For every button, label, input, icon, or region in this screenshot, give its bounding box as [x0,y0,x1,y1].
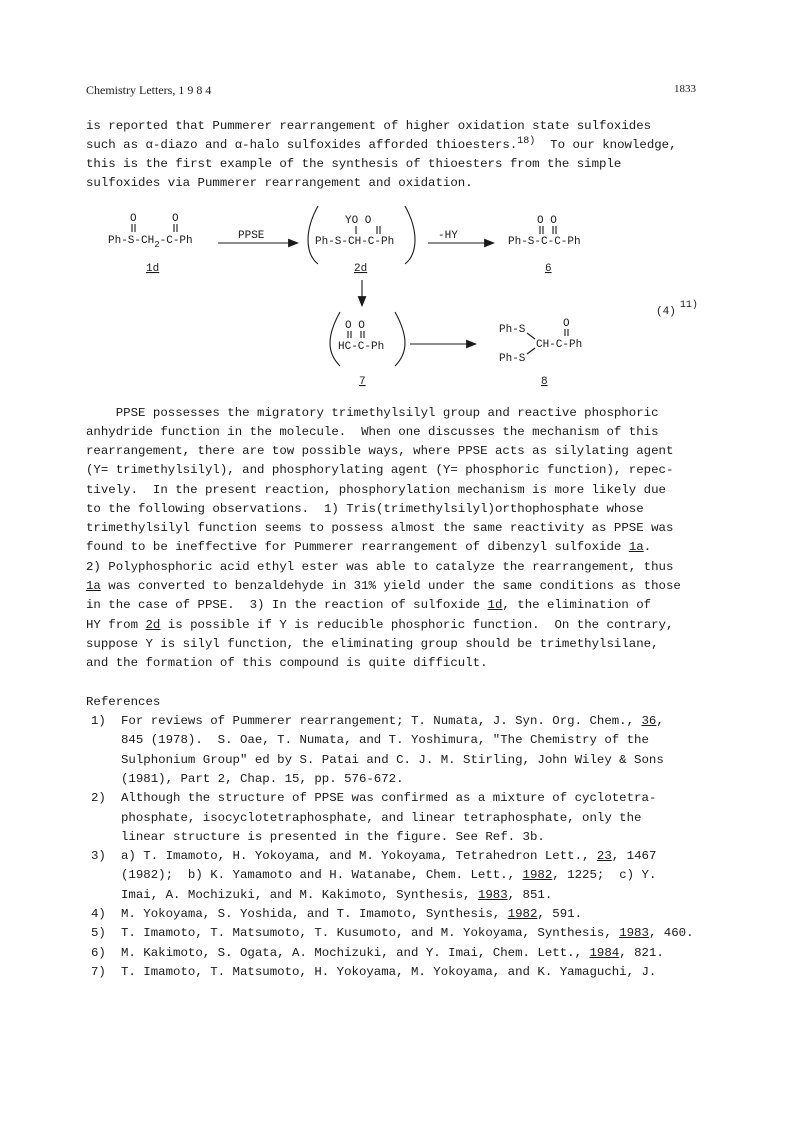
reference-line [121,791,656,805]
para1-line-4: sulfoxides via Pummerer rearrangement and oxidation. [86,176,473,190]
label-8: 8 [541,376,548,388]
reference-line [121,849,656,863]
compound-8 [499,318,582,388]
equation-number-text: (4) [656,306,676,318]
reference-text: Although the structure of PPSE was confirmed as a mixture of cyclotetra- [121,791,657,806]
reference-volume: 1983 [619,926,649,941]
reference-text: 845 (1978). S. Oae, T. Numata, and T. Yoshimura, "The Chemistry of the [121,733,649,748]
1d-formula [108,235,193,250]
reference-text: linear structure is presented in the figure. See Ref. 3b. [121,829,545,844]
1d-formula-a: Ph-S-CH [108,235,155,247]
reference-text: , 851. [507,887,553,902]
2d-top: YO O [345,215,372,227]
reference-text: , [656,714,664,728]
reference-line [121,733,649,747]
running-header-journal: Chemistry Letters, 1 9 8 4 [86,83,212,97]
para2-line-12-a: HY from [86,618,146,632]
reference-text: (1981), Part 2, Chap. 15, pp. 576-672. [121,771,404,786]
equation-number [656,299,698,318]
reference-line [121,714,664,728]
6-top: O O [537,215,557,227]
8-formula: CH-C-Ph [536,339,583,351]
compound-ref-1a-2: 1a [86,579,101,593]
para2-line-12 [86,618,673,632]
reference-number: 6) [91,945,106,960]
reference-text: , 591. [537,907,583,921]
bracket-7-left [330,312,340,366]
reference-text: , 1225; c) Y. [552,868,657,883]
para1-line-3: this is the first example of the synthesis of thioesters from the simple [86,157,622,171]
reference-line [121,926,694,940]
reference-text: (1982); b) K. Yamamoto and H. Watanabe, Chem. Lett., [121,868,523,883]
reference-line [121,868,656,882]
para2-line-11-b: , the elimination of [502,598,652,612]
reference-number: 4) [91,907,106,921]
reference-volume: 1984 [589,945,620,960]
reference-line [121,753,664,767]
compound-1d [108,213,193,275]
reference-line [121,888,552,902]
reference-volume: 1982 [507,907,538,921]
para2-line-4: (Y= trimethylsilyl), and phosphorylating agent (Y= phosphoric function), repec- [86,463,674,477]
bracket-2d-left [308,206,318,264]
reference-line [121,946,664,960]
reference-number: 1) [91,714,106,728]
bracket-2d-right [405,206,415,264]
8-bond-upper [527,333,535,339]
para2-line-10-b: was converted to benzaldehyde in 31% yield under the same conditions as those [100,579,681,593]
label-6: 6 [545,263,552,275]
para2-line-6: to the following observations. 1) Tris(trimethylsilyl)orthophosphate whose [86,502,644,516]
para2-line-8-a: found to be ineffective for Pummerer rearrangement of dibenzyl sulfoxide [86,540,629,554]
para2-line-12-b: is possible if Y is reducible phosphoric function. On the contrary, [160,618,674,632]
para1-footnote-ref: 18) [517,136,536,147]
8-ph-s-top: Ph-S [499,324,526,336]
para2-line-9: 2) Polyphosphoric acid ethyl ester was able to catalyze the rearrangement, thus [86,560,674,574]
reference-number: 2) [91,791,106,806]
reference-number: 3) [91,849,106,864]
compound-2d [315,215,394,275]
6-formula: Ph-S-C-C-Ph [508,236,581,248]
label-1d: 1d [146,263,160,275]
para2-line-8-b: . [643,540,652,554]
7-formula: HC-C-Ph [338,341,385,353]
reference-text: M. Yokoyama, S. Yoshida, and T. Imamoto, Synthesis, [121,907,508,921]
reference-text: Sulphonium Group" ed by S. Patai and C. J. M. Stirling, John Wiley & Sons [121,752,664,767]
7-top: O O [345,320,365,332]
compound-ref-2d: 2d [145,618,161,632]
reference-volume: 23 [596,849,612,864]
compound-ref-1d: 1d [487,598,503,612]
reference-number: 7) [91,964,106,979]
para2-line-11 [86,598,651,612]
para2-line-7: trimethylsilyl function seems to possess almost the same reactivity as PPSE was [86,521,674,535]
equation-footnote-ref: 11) [679,300,698,311]
8-ph-s-bottom: Ph-S [499,353,526,365]
reference-line [121,907,582,921]
reference-line [121,830,545,844]
para2-line-1: PPSE possesses the migratory trimethylsilyl group and reactive phosphoric [86,406,659,420]
reference-text: For reviews of Pummerer rearrangement; T. Numata, J. Syn. Org. Chem., [121,714,642,728]
8-bond-lower [527,348,535,354]
1d-formula-sub: 2 [154,240,160,250]
para1-line-2-text-a: such as α-diazo and α-halo sulfoxides afforded thioesters. [86,138,518,152]
8-oxo: O [563,318,570,330]
references-heading: References [86,695,161,709]
1d-formula-b: -C-Ph [159,235,193,247]
elimination-hy: -HY [438,230,458,242]
reference-volume: 1982 [522,868,553,883]
para2-line-2: anhydride function in the molecule. When one discusses the mechanism of this [86,425,659,439]
reference-line [121,965,656,979]
bracket-7-right [395,312,405,366]
para2-line-13: suppose Y is silyl function, the eliminating group should be trimethylsilane, [86,637,659,651]
para2-line-14: and the formation of this compound is quite difficult. [86,656,488,670]
reference-number: 5) [91,926,106,941]
label-7: 7 [359,376,366,388]
para1-line-2 [86,138,677,152]
compound-6 [508,215,581,275]
page-number: 1833 [674,83,696,95]
para2-line-11-a: in the case of PPSE. 3) In the reaction of sulfoxide [86,598,488,612]
reference-text: Imai, A. Mochizuki, and M. Kakimoto, Synthesis, [121,887,478,902]
para1-line-2-text-b: To our knowledge, [535,138,677,152]
para2-line-8 [86,540,651,554]
reference-text: T. Imamoto, T. Matsumoto, T. Kusumoto, and M. Yokoyama, Synthesis, [121,926,620,941]
reference-text: , 460. [648,926,694,941]
para2-line-3: rearrangement, there are tow possible ways, where PPSE acts as silylating agent [86,444,674,458]
reference-text: , 821. [619,945,664,960]
reference-text: T. Imamoto, T. Matsumoto, H. Yokoyama, M. Yokoyama, and K. Yamaguchi, J. [121,964,657,979]
reference-text: a) T. Imamoto, H. Yokoyama, and M. Yokoyama, Tetrahedron Lett., [121,849,597,864]
label-2d: 2d [354,263,368,275]
compound-7 [338,320,384,388]
reference-volume: 1983 [477,887,508,902]
reference-line [121,811,642,825]
compound-ref-1a: 1a [628,540,644,554]
reference-text: phosphate, isocyclotetraphosphate, and linear tetraphosphate, only the [121,810,642,825]
reaction-scheme [0,196,793,396]
reference-text: , 1467 [611,849,657,864]
reagent-ppse: PPSE [238,230,265,242]
para1-line-1: is reported that Pummerer rearrangement of higher oxidation state sulfoxides [86,119,652,133]
reference-volume: 36 [641,714,657,728]
reference-line [121,772,404,786]
reference-text: M. Kakimoto, S. Ogata, A. Mochizuki, and Y. Imai, Chem. Lett., [121,945,590,960]
1d-oxo-s: O [130,213,137,225]
1d-oxo-c: O [172,213,179,225]
2d-formula: Ph-S-CH-C-Ph [315,236,395,248]
para2-line-10 [86,579,681,593]
para2-line-5: tively. In the present reaction, phosphorylation mechanism is more likely due [86,483,666,497]
